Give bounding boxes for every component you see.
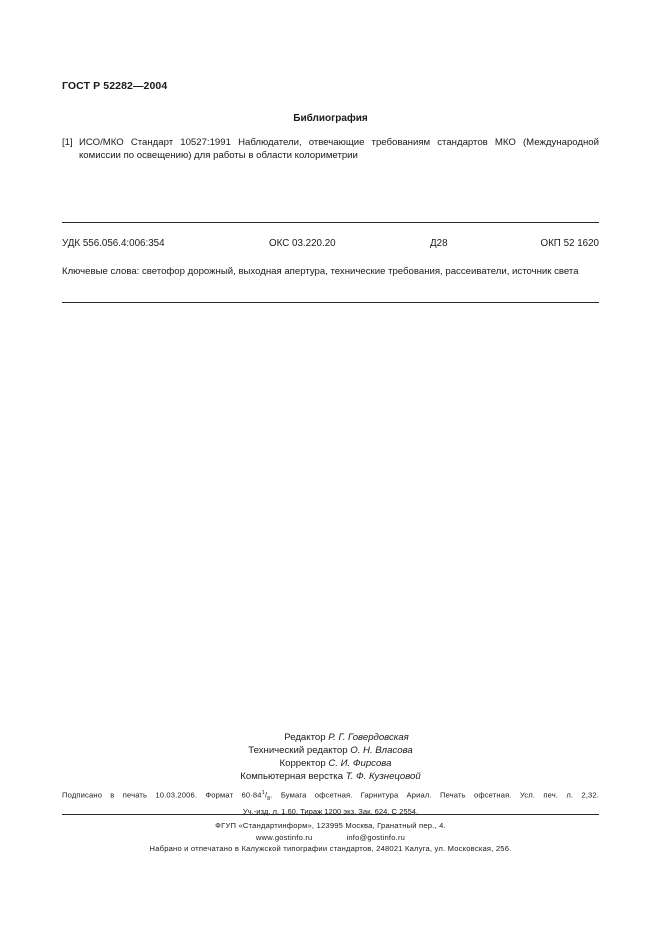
publisher-block — [0, 820, 661, 855]
credit-editor: Редактор Р. Г. Говердовская — [284, 732, 409, 743]
print-info — [62, 788, 599, 817]
credit-tech-editor: Технический редактор О. Н. Власова — [248, 745, 413, 756]
udk-code: УДК 556.056.4:006:354 — [62, 238, 165, 249]
publisher-email[interactable]: info@gostinfo.ru — [346, 832, 406, 842]
bibliography-entry — [62, 137, 599, 162]
bibliography-entry-number: [1] — [62, 137, 73, 148]
credits-block — [0, 731, 661, 783]
print-info-line-2: Уч.-изд. л. 1,60. Тираж 1200 экз. Зак. 624. С 2554. — [242, 806, 419, 816]
divider-footer — [62, 814, 599, 815]
credit-layout: Компьютерная верстка Т. Ф. Кузнецовой — [240, 771, 421, 782]
d-code: Д28 — [430, 238, 448, 249]
publisher-contacts — [0, 832, 661, 844]
keywords: Ключевые слова: светофор дорожный, выходная апертура, технические требования, рассеиватели, источник света — [62, 266, 579, 277]
oks-code: ОКС 03.220.20 — [269, 238, 336, 249]
classification-row — [62, 238, 599, 252]
credit-corrector: Корректор С. И. Фирсова — [279, 758, 392, 769]
divider-top — [62, 222, 599, 223]
printer-info: Набрано и отпечатано в Калужской типографии стандартов, 248021 Калуга, ул. Московская, 256. — [149, 844, 512, 853]
divider-bottom — [62, 302, 599, 303]
document-code: ГОСТ Р 52282—2004 — [62, 80, 168, 92]
bibliography-title: Библиография — [293, 113, 368, 124]
publisher-address: ФГУП «Стандартинформ», 123995 Москва, Гранатный пер., 4. — [215, 821, 446, 830]
okp-code: ОКП 52 1620 — [540, 238, 599, 249]
print-info-line-1: Подписано в печать 10.03.2006. Формат $60\cdot 84^1/_8$. Бумага офсетная. Гарнитура Ариал. Печать офсетная. Усл. печ. л. 2,32. — [62, 790, 600, 803]
bibliography-entry-text: ИСО/МКО Стандарт 10527:1991 Наблюдатели, отвечающие требованиям стандартов МКО (Международной комиссии по освещению) для работы в области колориметрии — [79, 137, 599, 161]
publisher-website[interactable]: www.gostinfo.ru — [255, 832, 313, 842]
